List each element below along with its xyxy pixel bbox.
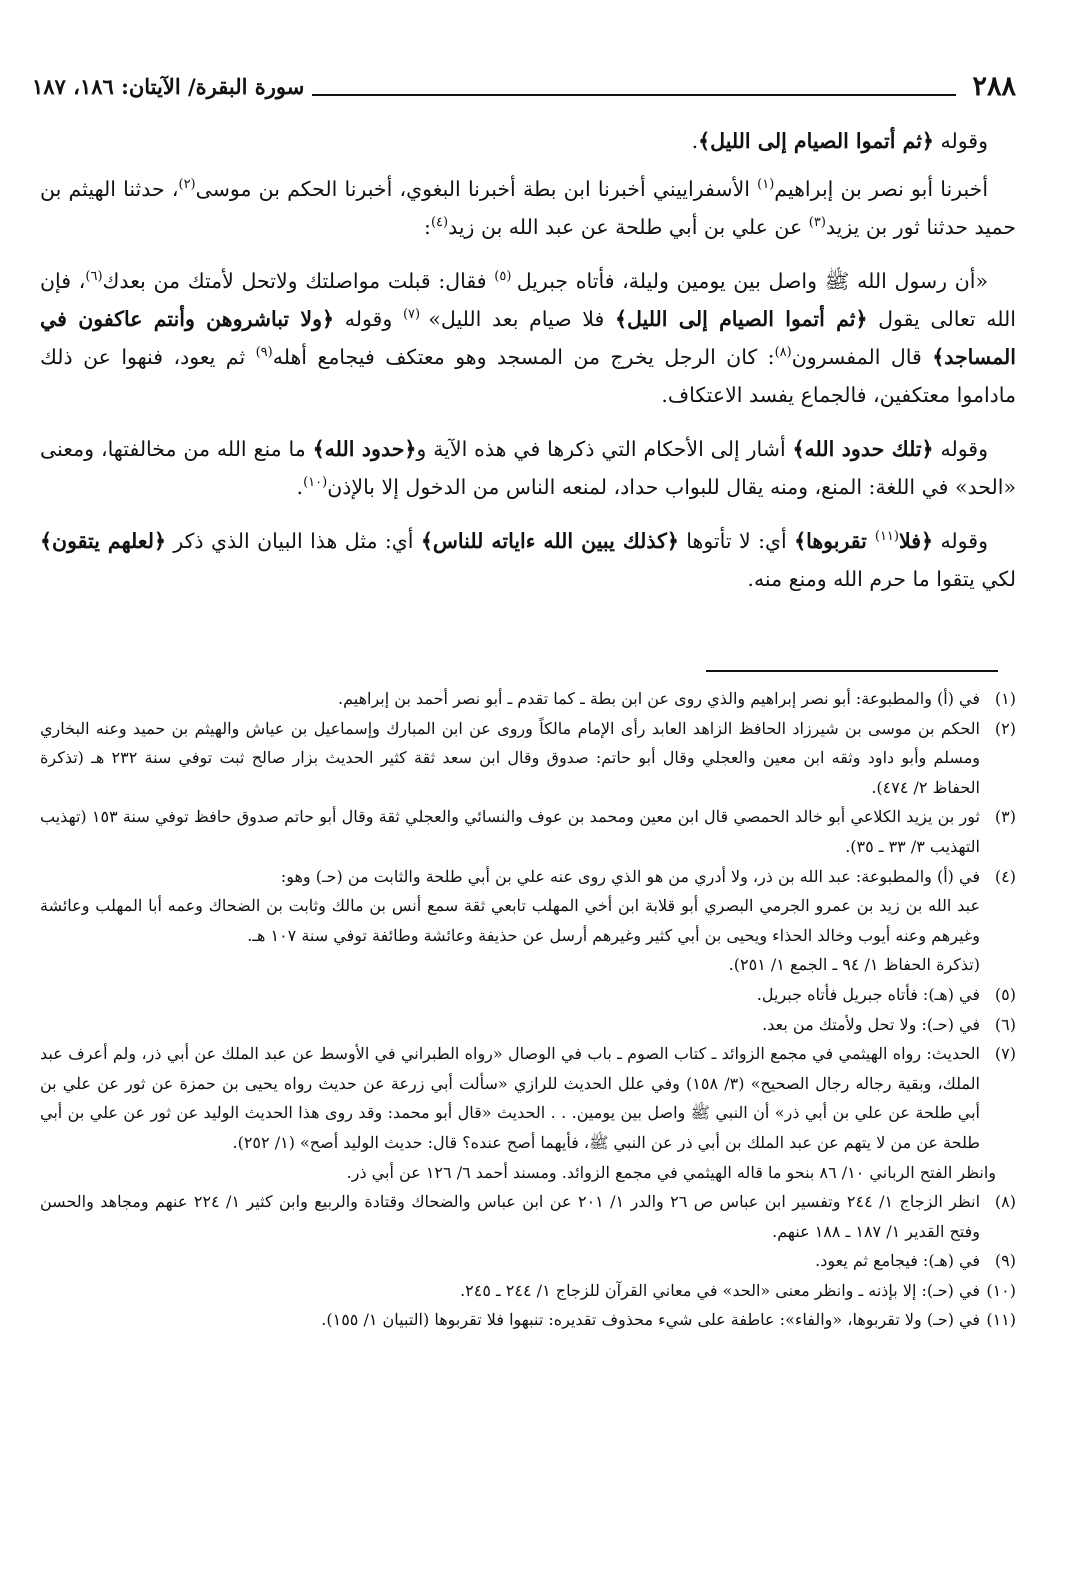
- footnote-body: [40, 862, 980, 980]
- footnote-1: [40, 684, 1016, 714]
- footnote-number: (١١): [986, 1310, 1016, 1330]
- footnote-text: ثور بن يزيد الكلاعي أبو خالد الحمصي قال ابن معين ومحمد بن عوف والنسائي والعجلي ثقة وقال أبو حاتم صدوق حافظ توفي سنة ١٥٣ (تهذيب التهذيب ٣/ ٣٣ ـ ٣٥).: [40, 807, 981, 856]
- footnote-8: [40, 1187, 1016, 1246]
- text-run: .: [691, 129, 699, 153]
- footnote-text: في (حـ): إلا بإذنه ـ وانظر معنى «الحد» في معاني القرآن للزجاج ١/ ٢٤٤ ـ ٢٤٥.: [460, 1280, 980, 1300]
- footnote-7: [40, 1039, 1016, 1157]
- footnote-number: (٩): [994, 1251, 1016, 1271]
- text-run: فقال: قبلت مواصلتك ولاتحل لأمتك من بعدك: [102, 269, 495, 293]
- quran-ayah: ﴿كذلك يبين الله ءاياته للناس﴾: [420, 529, 679, 553]
- footnote-divider: [706, 670, 998, 672]
- footnote-line: في (أ) والمطبوعة: عبد الله بن ذر، ولا أدري من هو الذي روى عنه علي بن أبي طلحة والثابت من (حـ) وهو:: [280, 866, 980, 886]
- text-run: فلا صيام بعد الليل»: [428, 307, 616, 331]
- text-run: .: [296, 475, 304, 499]
- footnote-5: [40, 980, 1016, 1010]
- footnote-ref: (١٠): [303, 475, 328, 491]
- text-run: أشار إلى الأحكام التي ذكرها في هذه الآية و: [416, 437, 793, 461]
- text-run: الأسفراييني أخبرنا ابن بطة أخبرنا البغوي، أخبرنا الحكم بن موسى: [195, 177, 758, 201]
- text-run: لكي يتقوا ما حرم الله ومنع منه.: [747, 567, 1016, 591]
- text-run: وقوله: [334, 307, 403, 331]
- footnote-7-extra: وانظر الفتح الرباني ١٠/ ٨٦ بنحو ما قاله الهيثمي في مجمع الزوائد. ومسند أحمد ٦/ ١٢٦ عن أبي ذر.: [346, 1162, 996, 1182]
- footnote-text: الحكم بن موسى بن شيرزاد الحافظ الزاهد العابد رأى الإمام مالكاً وروى عن ابن المبارك وإسماعيل بن عياش والهيثم بن حميد وعنه البخاري ومسلم وأبو داود وثقه ابن معين والعجلي وقال أبو حاتم: صدوق وقال ابن سعد ثقة كثير الحديث بزار صالح ثبت توفي سنة ٢٣٢ هـ (تذكرة الحفاظ ٢/ ٤٧٤).: [40, 718, 980, 797]
- footnote-number: (١٠): [986, 1280, 1016, 1300]
- footnote-number: (٥): [994, 984, 1016, 1004]
- text-run: وقوله: [933, 529, 988, 553]
- footnote-line: (تذكرة الحفاظ ١/ ٩٤ ـ الجمع ١/ ٢٥١).: [728, 955, 980, 975]
- quran-ayah: ﴿فلا: [899, 529, 934, 553]
- quran-ayah: ﴿ثم أتموا الصيام إلى الليل﴾: [615, 307, 868, 331]
- footnote-text: في (حـ): ولا تحل ولأمتك من بعد.: [762, 1014, 980, 1034]
- text-run: أي: مثل هذا البيان الذي ذكر: [165, 529, 421, 553]
- quran-ayah: ﴿لعلهم يتقون﴾: [40, 529, 166, 553]
- text-run: ، حدثنا الهيثم بن حميد حدثنا ثور بن يزيد: [40, 177, 1016, 239]
- text-run: وقوله: [933, 437, 989, 461]
- footnote-ref: (٣): [808, 215, 826, 231]
- footnote-number: (٤): [994, 866, 1016, 886]
- text-run: قال المفسرون: [791, 345, 933, 369]
- footnote-6: [40, 1010, 1016, 1040]
- footnote-9: [40, 1246, 1016, 1276]
- surah-title: سورة البقرة/ الآيتان: ١٨٦، ١٨٧: [32, 74, 305, 99]
- paragraph-3: [40, 262, 1016, 414]
- paragraph-4: [40, 430, 1016, 506]
- footnote-line: عبد الله بن زيد بن عمرو الجرمي البصري أبو قلابة ابن أخي المهلب تابعي ثقة سمع أنس بن مالك وثابت بن الضحاك وعمه أبا المهلب وعائشة وغيرهم وعنه أيوب وخالد الحذاء ويحيى بن أبي كثير وغيرهم أرسل عن حذيفة وعائشة وطائفة توفي سنة ١٠٧ هـ.: [40, 896, 981, 945]
- footnote-text: في (هـ): فأتاه جبريل فأتاه جبريل.: [756, 984, 980, 1004]
- footnote-ref: (٦): [85, 269, 103, 285]
- footnote-11: [40, 1305, 1016, 1335]
- footnote-ref: (٧): [402, 307, 429, 323]
- text-run: ثم يعود، فنهوا عن ذلك ماداموا معتكفين، فالجماع يفسد الاعتكاف.: [40, 345, 1016, 407]
- quran-ayah: ﴿تلك حدود الله﴾: [792, 437, 934, 461]
- footnote-text: في (حـ) ولا تقربوها، «والفاء»: عاطفة على شيء محذوف تقديره: تنبهوا فلا تقربوها (التبيان ١/ ١٥٥).: [321, 1310, 980, 1330]
- paragraph-1: [40, 122, 1016, 160]
- footnote-ref: (١): [757, 177, 775, 193]
- footnote-2: [40, 714, 1016, 803]
- quran-ayah: ﴿ولا تباشروهن وأنتم عاكفون في المساجد﴾: [40, 307, 1016, 369]
- footnote-number: (٣): [994, 807, 1016, 827]
- footnote-ref: (٢): [178, 177, 196, 193]
- quran-ayah: ﴿حدود الله﴾: [312, 437, 417, 461]
- footnote-number: (٨): [994, 1192, 1016, 1212]
- footnote-ref: (٩): [255, 345, 273, 361]
- footnote-number: (٢): [994, 718, 1016, 738]
- footnotes: [40, 684, 1016, 1335]
- text-run: : كان الرجل يخرج من المسجد وهو معتكف فيجامع أهله: [272, 345, 775, 369]
- footnote-ref: (١١): [874, 529, 899, 545]
- footnote-text: في (هـ): فيجامع ثم يعود.: [815, 1251, 980, 1271]
- footnote-text: في (أ) والمطبوعة: أبو نصر إبراهيم والذي روى عن ابن بطة ـ كما تقدم ـ أبو نصر أحمد بن إبراهيم.: [338, 689, 980, 708]
- footnote-text: انظر الزجاج ١/ ٢٤٤ وتفسير ابن عباس ص ٢٦ والدر ١/ ٢٠١ عن ابن عباس والضحاك وقتادة والربيع وابن كثير ١/ ٢٢٤ عنهم ومجاهد والحسن وفتح القدير ١/ ١٨٧ ـ ١٨٨ عنهم.: [40, 1192, 981, 1241]
- text-run: «أن رسول الله ﷺ واصل بين يومين وليلة، فأتاه جبريل: [516, 269, 988, 293]
- footnote-4: [40, 862, 1016, 980]
- text-run: :: [424, 215, 431, 239]
- text-run: عن علي بن أبي طلحة عن عبد الله بن زيد: [448, 215, 809, 239]
- text-run: ما منع الله من مخالفتها، ومعنى «الحد» في اللغة: المنع، ومنه يقال للبواب حداد، لمنعه الناس من الدخول إلا بالإذن: [40, 437, 1016, 499]
- page-number: ٢٨٨: [972, 71, 1016, 102]
- footnote-number: (٧): [994, 1044, 1016, 1064]
- text-run: أخبرنا أبو نصر بن إبراهيم: [774, 177, 989, 201]
- footnote-text: الحديث: رواه الهيثمي في مجمع الزوائد ـ كتاب الصوم ـ باب في الوصال «رواه الطبراني في الأوسط عن عبد الملك عن أبي ذر، ولم أعرف عبد الملك، وبقية رجاله رجال الصحيح» (٣/ ١٥٨) وفي علل الحديث للرازي «سألت أبي زرعة عن حديث رواه يحيى بن حمزة عن ثور عن علي بن أبي طلحة عن علي بن أبي ذر» أن النبي ﷺ واصل بين يومين. . . الحديث «قال أبو محمد: وقد روى هذا الحديث الوليد عن ثور عن علي بن أبي طلحة عن من لا يتهم عن عبد الملك بن أبي ذر عن النبي ﷺ، فأيهما أصح عنده؟ قال: حديث الوليد أصح» (١/ ٢٥٢).: [40, 1044, 981, 1152]
- footnote-number: (١): [994, 689, 1016, 708]
- quran-ayah: تقربوها﴾: [794, 529, 875, 553]
- text-run: ، فإن الله تعالى يقول: [40, 269, 1016, 331]
- text-run: وقوله: [933, 129, 988, 153]
- paragraph-5: [40, 522, 1016, 598]
- footnote-3: [40, 802, 1016, 861]
- header-rule: [312, 94, 956, 96]
- quran-ayah: ﴿ثم أتموا الصيام إلى الليل﴾: [698, 129, 934, 153]
- page-header: [32, 62, 1016, 102]
- footnote-number: (٦): [994, 1014, 1016, 1034]
- footnote-ref: (٥): [494, 269, 517, 285]
- main-text: [40, 122, 1016, 614]
- footnote-10: [40, 1276, 1016, 1306]
- text-run: أي: لا تأتوها: [678, 529, 795, 553]
- paragraph-2: [40, 170, 1016, 246]
- footnote-ref: (٨): [774, 345, 792, 361]
- footnote-ref: (٤): [430, 215, 449, 231]
